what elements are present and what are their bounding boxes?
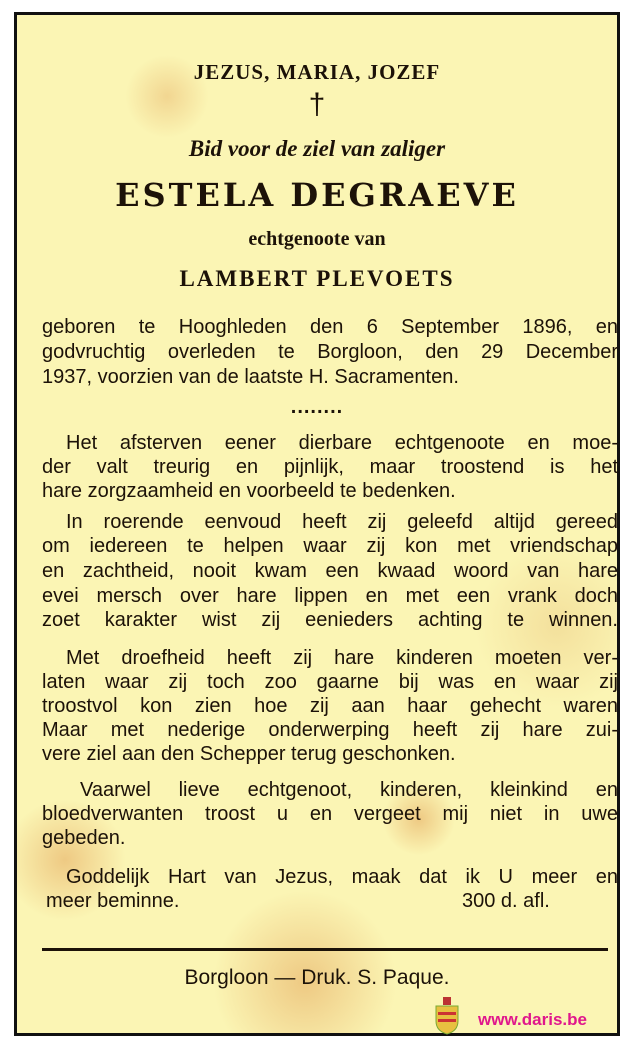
text-line: vere ziel aan den Schepper terug geschonken. <box>42 743 456 765</box>
indulgence: 300 d. afl. <box>462 890 550 912</box>
text-line: der valt treurig en pijnlijk, maar troostend is het <box>42 456 618 478</box>
spouse-name: LAMBERT PLEVOETS <box>179 266 455 291</box>
coat-of-arms-icon <box>433 997 461 1035</box>
text-line: In roerende eenvoud heeft zij geleefd altijd gereed <box>66 511 618 533</box>
relation: echtgenoote van <box>248 228 386 250</box>
text-line: gebeden. <box>42 827 126 849</box>
text-line: troostvol kon zien hoe zij aan haar gehecht waren <box>42 695 618 717</box>
divider <box>42 948 608 951</box>
text-line: om iedereen te helpen waar zij kon met vriendschap <box>42 535 618 557</box>
printer-imprint: Borgloon — Druk. S. Paque. <box>184 966 450 989</box>
text-line: hare zorgzaamheid en voorbeeld te bedenken. <box>42 480 456 502</box>
text-line: en zachtheid, nooit kwam een kwaad woord van hare <box>42 560 618 582</box>
bio-line: godvruchtig overleden te Borgloon, den 29 December <box>42 341 618 363</box>
bio-line: 1937, voorzien van de laatste H. Sacramenten. <box>42 366 459 388</box>
text-line: evei mersch over hare lippen en met een vrank doch <box>42 585 618 607</box>
text-line: meer beminne. <box>46 890 180 912</box>
prayer-line: Bid voor de ziel van zaliger <box>188 136 446 161</box>
invocation: JEZUS, MARIA, JOZEF <box>193 60 441 84</box>
deceased-name: ESTELA DEGRAEVE <box>115 176 519 214</box>
cross-icon: † <box>308 88 326 121</box>
text-line: laten waar zij toch zoo gaarne bij was en waar zij <box>42 671 618 693</box>
watermark-link: www.daris.be <box>478 1010 587 1029</box>
text-line: Maar met nederige onderwerping heeft zij hare zui- <box>42 719 618 741</box>
text-line: zoet karakter wist zij eenieders achting te winnen. <box>42 609 618 631</box>
text-line: bloedverwanten troost u en vergeet mij niet in uwe <box>42 803 618 825</box>
text-line: Met droefheid heeft zij hare kinderen moeten ver- <box>66 647 618 669</box>
bio-line: geboren te Hooghleden den 6 September 1896, en <box>42 316 618 338</box>
text-line: Het afsterven eener dierbare echtgenoote en moe- <box>66 432 618 454</box>
text-line: Vaarwel lieve echtgenoot, kinderen, kleinkind en <box>80 779 618 801</box>
separator: ........ <box>290 396 344 418</box>
text-line: Goddelijk Hart van Jezus, maak dat ik U meer en <box>66 866 618 888</box>
